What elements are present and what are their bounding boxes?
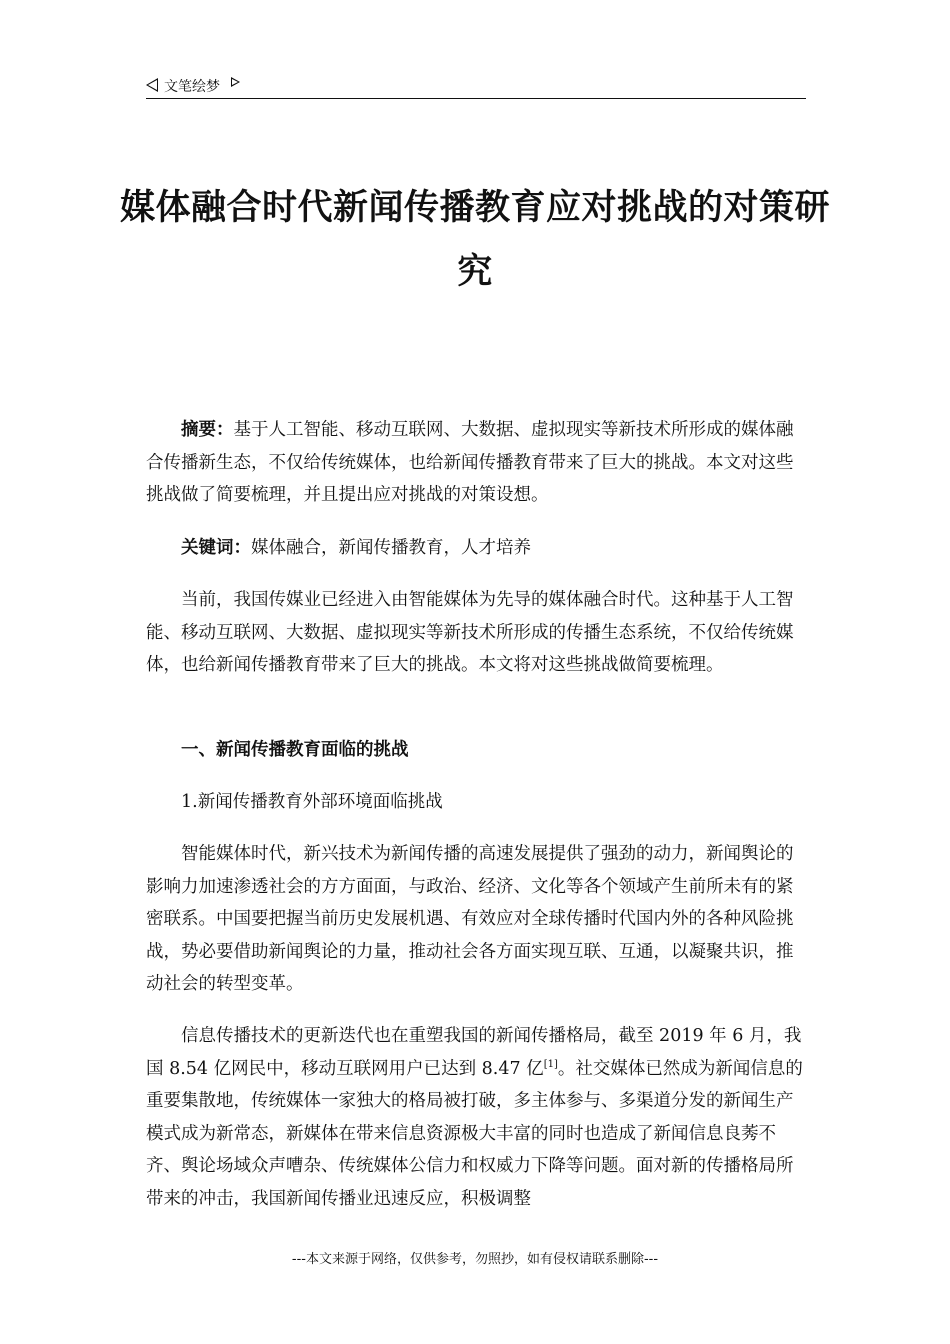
citation-reference[interactable]: [1] — [543, 1058, 558, 1070]
paragraph-2-text: 信息传播技术的更新迭代也在重塑我国的新闻传播格局，截至 2019 年 6 月，我国 8.54 亿网民中，移动互联网用户已达到 8.47 亿 — [146, 1026, 802, 1079]
keywords-paragraph — [146, 532, 806, 565]
document-title: 媒体融合时代新闻传播教育应对挑战的对策研究 — [120, 188, 831, 292]
keywords-text: 媒体融合，新闻传播教育，人才培养 — [251, 538, 531, 558]
subsection-heading: 1.新闻传播教育外部环境面临挑战 — [181, 792, 443, 812]
abstract-label: 摘要： — [181, 420, 234, 440]
paragraph-2-continued: 。社交媒体已然成为新闻信息的重要集散地，传统媒体一家独大的格局被打破，多主体参与、多渠道分发的新闻生产模式成为新常态，新媒体在带来信息资源极大丰富的同时也造成了新闻信息良莠不齐、舆论场域众声嘈杂、传统媒体公信力和权威力下降等问题。面对新的传播格局所带来的冲击，我国新闻传播业迅速反应，积极调整 — [146, 1058, 803, 1209]
header-brand: 文笔绘梦 — [164, 79, 220, 95]
page-footer: ---本文来源于网络，仅供参考，勿照抄，如有侵权请联系删除--- — [291, 1252, 659, 1267]
page-header — [146, 72, 806, 99]
intro-paragraph: 当前，我国传媒业已经进入由智能媒体为先导的媒体融合时代。这种基于人工智能、移动互联网、大数据、虚拟现实等新技术所形成的传播生态系统，不仅给传统媒体，也给新闻传播教育带来了巨大的挑战。本文将对这些挑战做简要梳理。 — [146, 590, 794, 675]
body-paragraph-1: 智能媒体时代，新兴技术为新闻传播的高速发展提供了强劲的动力，新闻舆论的影响力加速渗透社会的方方面面，与政治、经济、文化等各个领域产生前所未有的紧密联系。中国要把握当前历史发展机遇、有效应对全球传播时代国内外的各种风险挑战，势必要借助新闻舆论的力量，推动社会各方面实现互联、互通，以凝聚共识，推动社会的转型变革。 — [146, 844, 794, 994]
triangle-right-icon — [231, 77, 240, 87]
abstract-paragraph — [146, 414, 806, 512]
section-heading: 一、新闻传播教育面临的挑战 — [181, 740, 409, 760]
keywords-label: 关键词： — [181, 538, 251, 558]
abstract-text: 基于人工智能、移动互联网、大数据、虚拟现实等新技术所形成的媒体融合传播新生态，不仅给传统媒体，也给新闻传播教育带来了巨大的挑战。本文对这些挑战做了简要梳理，并且提出应对挑战的对策设想。 — [146, 420, 794, 505]
body-paragraph-2 — [146, 1020, 806, 1215]
triangle-left-icon — [146, 78, 158, 92]
